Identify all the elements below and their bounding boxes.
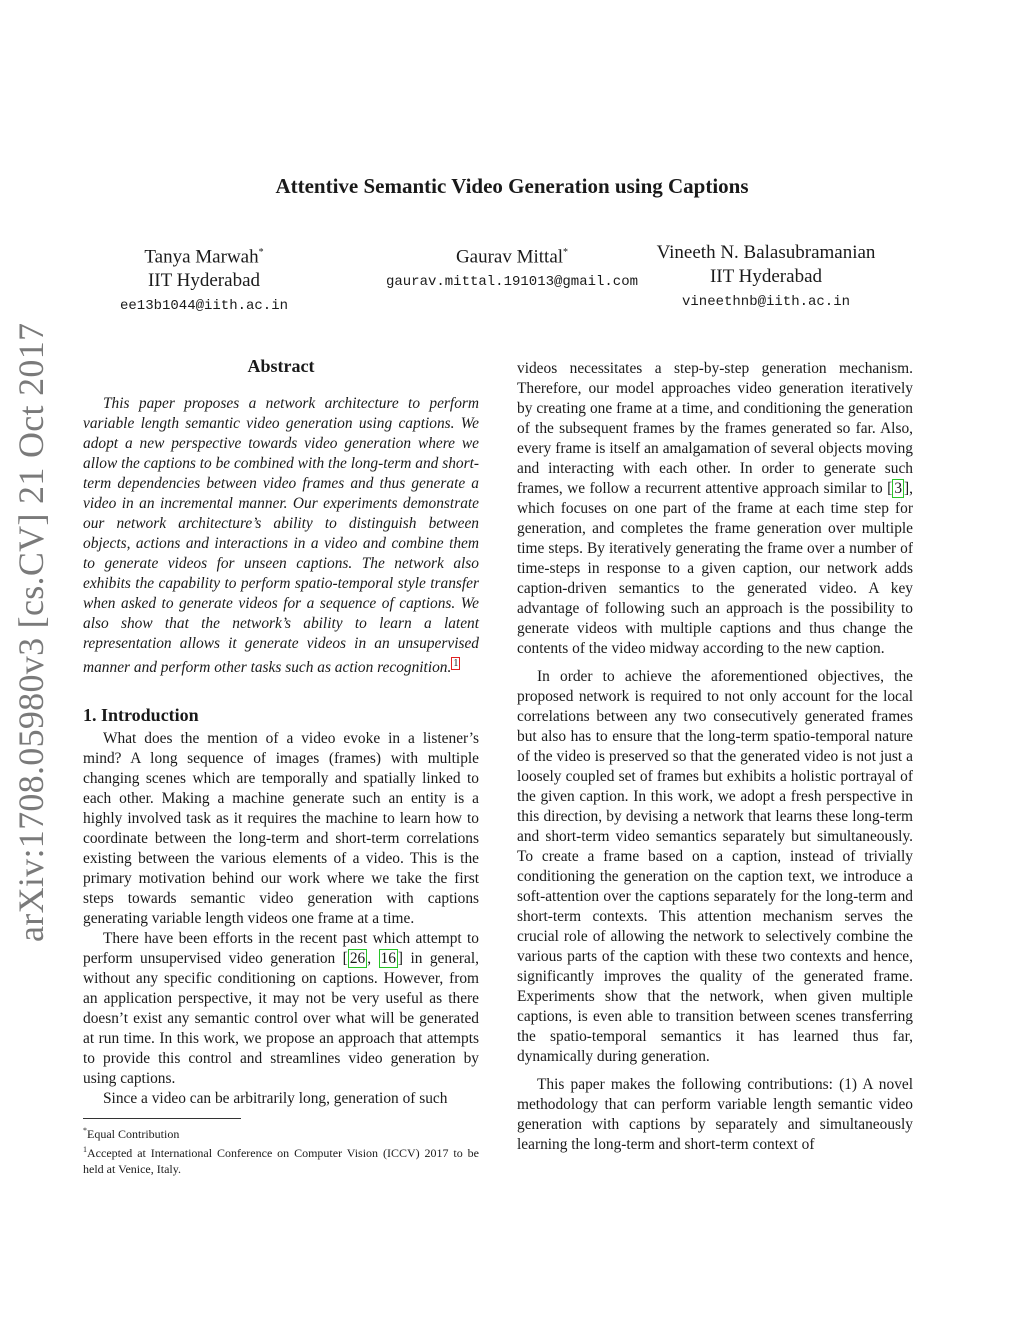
left-column bbox=[83, 356, 479, 1177]
equal-contribution-mark: * bbox=[258, 247, 264, 258]
citation-link[interactable]: 26 bbox=[349, 950, 366, 968]
footnote-link[interactable]: 1 bbox=[453, 658, 459, 669]
author-affiliation: IIT Hyderabad bbox=[147, 270, 260, 292]
paragraph: Since a video can be arbitrarily long, generation of such bbox=[103, 1090, 448, 1108]
footnote-accepted: $^1$Accepted at International Conference on Computer Vision (ICCV) 2017 to be held at Venice, Italy. bbox=[83, 1145, 479, 1177]
paragraph: What does the mention of a video evoke in a listener’s mind? A long sequence of images (frames) with multiple changing scenes which are temporally and spatially linked to each other. Making a machine generate such an entity is a highly involved task as it requires the machine to learn how to coordinate between the long-term and short-term correlations existing between the various elements of a video. This is the primary motivation behind our work where we take the first steps towards semantic video generation with captions generating variable length videos one frame at a time. bbox=[83, 730, 479, 928]
paragraph: In order to achieve the aforementioned objectives, the proposed network is required to not only account for the local correlations between any two consecutively generated frames but also has to ensure that the long-term spatio-temporal nature of the video is preserved so that the generated video is not just a loosely coupled set of frames but exhibits a holistic portrayal of the given caption. In this work, we adopt a fresh perspective in this direction, by devising a network that learns these long-term and short-term video semantics separately but simultaneously. To create a frame based on a caption, instead of trivially conditioning the generation on the caption text, we introduce a soft-attention over the captions separately for the long-term and short-term contexts. This attention mechanism serves the crucial role of allowing the network to selectively combine the various parts of the caption with these two contexts and hence, significantly improves the quality of the generated frame. Experiments show that the network, when given multiple captions, is even able to transition between scenes transferring the spatio-temporal semantics it has learned thus far, dynamically during generation. bbox=[517, 668, 913, 1065]
paragraph: This paper makes the following contributions: (1) A novel methodology that can perform variable length semantic video generation with captions by separately and simultaneously learning the long-term and short-term context of bbox=[517, 1076, 913, 1153]
author-email: ee13b1044@iith.ac.in bbox=[119, 298, 289, 315]
footnote-divider bbox=[83, 1118, 241, 1119]
right-column bbox=[517, 359, 913, 1155]
arxiv-identifier: arXiv:1708.05980v3 [cs.CV] 21 Oct 2017 bbox=[11, 322, 51, 942]
abstract-text: This paper proposes a network architecture to perform variable length semantic video generation using captions. We adopt a new perspective towards video generation where we allow the captions to be combined with the long-term and short-term dependencies between video frames and thus generate a video in an incremental manner. Our experiments demonstrate our network architecture’s ability to distinguish between objects, actions and interactions in a video and combine them to generate videos for unseen captions. The network also exhibits the capability to perform spatio-temporal style transfer when asked to generate videos for a sequence of captions. We also show that the network’s ability to learn a latent representation allows it generate videos in an unsupervised manner and perform other tasks such as action recognition. $^1$ bbox=[83, 395, 479, 677]
footnote-equal-contribution: *Equal Contribution bbox=[83, 1126, 180, 1142]
author-email: vineethnb@iith.ac.in bbox=[681, 294, 851, 310]
author-email: gaurav.mittal.191013@gmail.com bbox=[385, 274, 639, 291]
author-name: Tanya Marwah bbox=[144, 246, 259, 268]
paragraph: videos necessitates a step-by-step generation mechanism. Therefore, our model approaches video generation iteratively by creating one frame at a time, and conditioning the generation of the subsequent frames by the frames generated so far. Also, every frame is itself an amalgamation of several objects moving and interacting with each other. In order to generate such frames, we follow a recurrent attentive approach similar to [ 3 ], which focuses on one part of the frame at each time step for generation, and completes the frame generation over multiple time steps. By iteratively generating the frame over a number of time-steps in response to a given caption, our network adds caption-driven semantics to the generated video. A key advantage of following such an approach is the possibility to generate videos with multiple captions and thus change the contents of the video midway according to the new caption. bbox=[517, 360, 913, 657]
citation-link[interactable]: 16 bbox=[380, 950, 396, 968]
paper-title: Attentive Semantic Video Generation using Captions bbox=[275, 174, 749, 198]
author-affiliation: IIT Hyderabad bbox=[709, 266, 822, 287]
section-heading-introduction: 1. Introduction bbox=[83, 705, 199, 726]
author-name: Vineeth N. Balasubramanian bbox=[656, 242, 876, 263]
paragraph: There have been efforts in the recent past which attempt to perform unsupervised video generation [ 26 , 16 ] in general, without any specific conditioning on captions. However, from an application perspective, it may not be very useful as there doesn’t exist any semantic control over what will be generated at run time. In this work, we propose an approach that attempts to provide this control and streamlines video generation by using captions. bbox=[83, 930, 479, 1088]
author-name: Gaurav Mittal bbox=[455, 246, 564, 268]
abstract-heading: Abstract bbox=[247, 356, 315, 376]
citation-link[interactable]: 3 bbox=[894, 480, 903, 497]
author-block-3 bbox=[606, 241, 926, 314]
equal-contribution-mark: * bbox=[563, 247, 569, 258]
